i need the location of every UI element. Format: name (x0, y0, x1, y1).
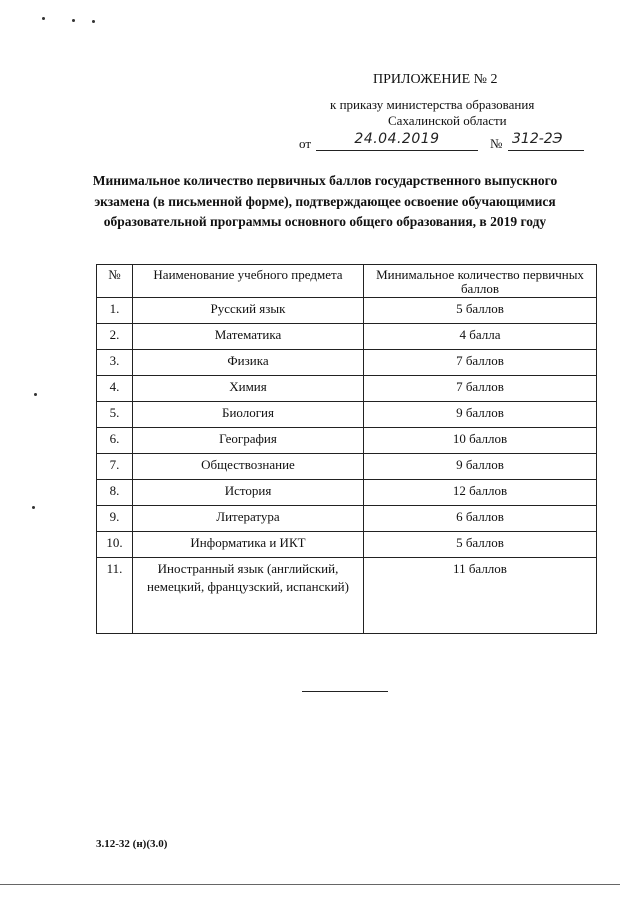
row-score: 7 баллов (364, 350, 597, 376)
row-number: 11. (97, 558, 133, 634)
row-subject: История (133, 480, 364, 506)
page-bottom-rule (0, 884, 620, 885)
row-number: 10. (97, 532, 133, 558)
row-score: 10 баллов (364, 428, 597, 454)
table-header-row (97, 265, 597, 298)
scan-speck (34, 393, 37, 396)
table-row (97, 506, 597, 532)
scan-speck (72, 19, 75, 22)
row-score: 6 баллов (364, 506, 597, 532)
order-reference-line2: Сахалинской области (388, 113, 507, 128)
order-reference-line1: к приказу министерства образования (330, 97, 535, 112)
row-number: 6. (97, 428, 133, 454)
row-score: 7 баллов (364, 376, 597, 402)
subjects-table (96, 264, 597, 634)
row-score: 12 баллов (364, 480, 597, 506)
row-score: 4 балла (364, 324, 597, 350)
table-row (97, 454, 597, 480)
row-number: 1. (97, 298, 133, 324)
row-number: 5. (97, 402, 133, 428)
scan-speck (92, 20, 95, 23)
row-subject: Физика (133, 350, 364, 376)
row-subject: Литература (133, 506, 364, 532)
table-row (97, 324, 597, 350)
row-score: 5 баллов (364, 532, 597, 558)
row-score: 9 баллов (364, 402, 597, 428)
row-score: 5 баллов (364, 298, 597, 324)
row-number: 9. (97, 506, 133, 532)
table-row (97, 298, 597, 324)
number-label: № (490, 136, 503, 151)
appendix-title: ПРИЛОЖЕНИЕ № 2 (373, 72, 498, 87)
row-score: 9 баллов (364, 454, 597, 480)
handwritten-date: 24.04.2019 (316, 131, 478, 151)
table-row (97, 428, 597, 454)
row-subject: Химия (133, 376, 364, 402)
row-subject: Информатика и ИКТ (133, 532, 364, 558)
scan-speck (32, 506, 35, 509)
table-row (97, 532, 597, 558)
column-header-subject: Наименование учебного предмета (133, 265, 364, 298)
row-subject: Иностранный язык (английский, немецкий, французский, испанский) (133, 558, 364, 634)
row-score: 11 баллов (364, 558, 597, 634)
row-number: 2. (97, 324, 133, 350)
row-number: 7. (97, 454, 133, 480)
table-row (97, 558, 597, 634)
table-row (97, 376, 597, 402)
row-subject: Биология (133, 402, 364, 428)
row-number: 3. (97, 350, 133, 376)
row-number: 8. (97, 480, 133, 506)
column-header-number: № (97, 265, 133, 298)
table-row (97, 480, 597, 506)
date-label: от (299, 136, 312, 151)
scan-speck (42, 17, 45, 20)
row-subject: Русский язык (133, 298, 364, 324)
document-heading: Минимальное количество первичных баллов государственного выпускного экзамена (в письменной форме), подтверждающее освоение обучающимися образовательной программы основного общего образования, в 2019 году (92, 173, 558, 229)
row-subject: Математика (133, 324, 364, 350)
row-subject: География (133, 428, 364, 454)
row-subject: Обществознание (133, 454, 364, 480)
row-number: 4. (97, 376, 133, 402)
end-of-document-rule (302, 691, 388, 692)
handwritten-order-number: 312-2Э (508, 131, 584, 151)
column-header-min-score: Минимальное количество первичных баллов (364, 265, 597, 298)
document-code: 3.12-32 (н)(3.0) (96, 838, 168, 850)
table-row (97, 402, 597, 428)
table-row (97, 350, 597, 376)
